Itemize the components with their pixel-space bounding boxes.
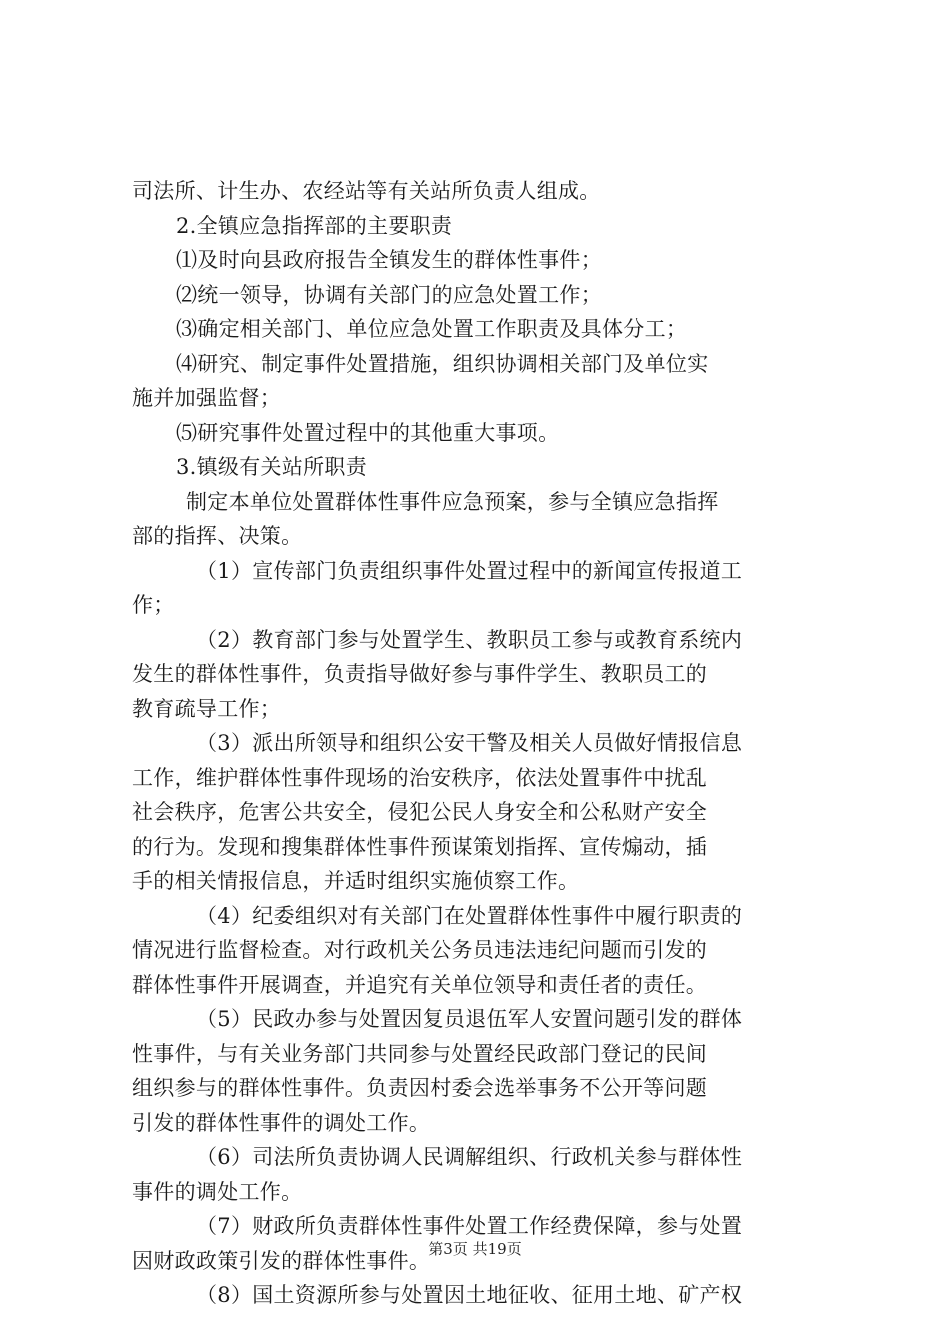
text-line: 的行为。发现和搜集群体性事件预谋策划指挥、宣传煽动，插 [132, 834, 708, 859]
list-item: ⑸研究事件处置过程中的其他重大事项。 [176, 420, 560, 445]
text-line: 情况进行监督检查。对行政机关公务员违法违纪问题而引发的 [132, 938, 708, 962]
text-line: 施并加强监督； [132, 386, 282, 410]
text-line: 因财政政策引发的群体性事件。 [132, 1248, 431, 1273]
text-line: 发生的群体性事件，负责指导做好参与事件学生、教职员工的 [132, 662, 708, 686]
list-item: （6）司法所负责协调人民调解组织、行政机关参与群体性 [196, 1145, 743, 1169]
paragraph-line: 制定本单位处置群体性事件应急预案，参与全镇应急指挥 [186, 489, 719, 514]
text-line: 工作，维护群体性事件现场的治安秩序，依法处置事件中扰乱 [132, 765, 708, 790]
document-body [132, 174, 832, 1313]
text-line: 群体性事件开展调查，并追究有关单位领导和责任者的责任。 [132, 972, 708, 997]
text-line: 组织参与的群体性事件。负责因村委会选举事务不公开等问题 [132, 1076, 708, 1100]
text-line: 引发的群体性事件的调处工作。 [132, 1110, 431, 1135]
list-item: （4）纪委组织对有关部门在处置群体性事件中履行职责的 [196, 903, 743, 928]
text-line: 教育疏导工作； [132, 696, 282, 721]
list-item: （5）民政办参与处置因复员退伍军人安置问题引发的群体 [196, 1007, 743, 1031]
list-item: ⑵统一领导，协调有关部门的应急处置工作； [176, 282, 602, 307]
text-line: 部的指挥、决策。 [132, 524, 303, 548]
text-line: 司法所、计生办、农经站等有关站所负责人组成。 [132, 179, 601, 203]
list-item: （2）教育部门参与处置学生、教职员工参与或教育系统内 [196, 627, 743, 652]
list-item: ⑶确定相关部门、单位应急处置工作职责及具体分工； [176, 317, 688, 341]
list-item: （7）财政所负责群体性事件处置工作经费保障，参与处置 [196, 1214, 743, 1238]
section-heading: 3.镇级有关站所职责 [176, 455, 368, 479]
text-line: 手的相关情报信息，并适时组织实施侦察工作。 [132, 869, 580, 893]
list-item: （8）国土资源所参与处置因土地征收、征用土地、矿产权 [196, 1283, 743, 1307]
list-item: （1）宣传部门负责组织事件处置过程中的新闻宣传报道工 [196, 558, 743, 583]
list-item: ⑷研究、制定事件处置措施，组织协调相关部门及单位实 [176, 351, 709, 376]
text-line: 事件的调处工作。 [132, 1179, 303, 1204]
text-line: 性事件，与有关业务部门共同参与处置经民政部门登记的民间 [132, 1041, 708, 1066]
page-number-footer: 第3页 共19页 [428, 1240, 522, 1258]
list-item: （3）派出所领导和组织公安干警及相关人员做好情报信息 [196, 731, 743, 755]
text-line: 社会秩序，危害公共安全，侵犯公民人身安全和公私财产安全 [132, 800, 708, 824]
section-heading: 2.全镇应急指挥部的主要职责 [176, 213, 453, 238]
text-line: 作； [132, 593, 175, 617]
list-item: ⑴及时向县政府报告全镇发生的群体性事件； [176, 248, 602, 272]
